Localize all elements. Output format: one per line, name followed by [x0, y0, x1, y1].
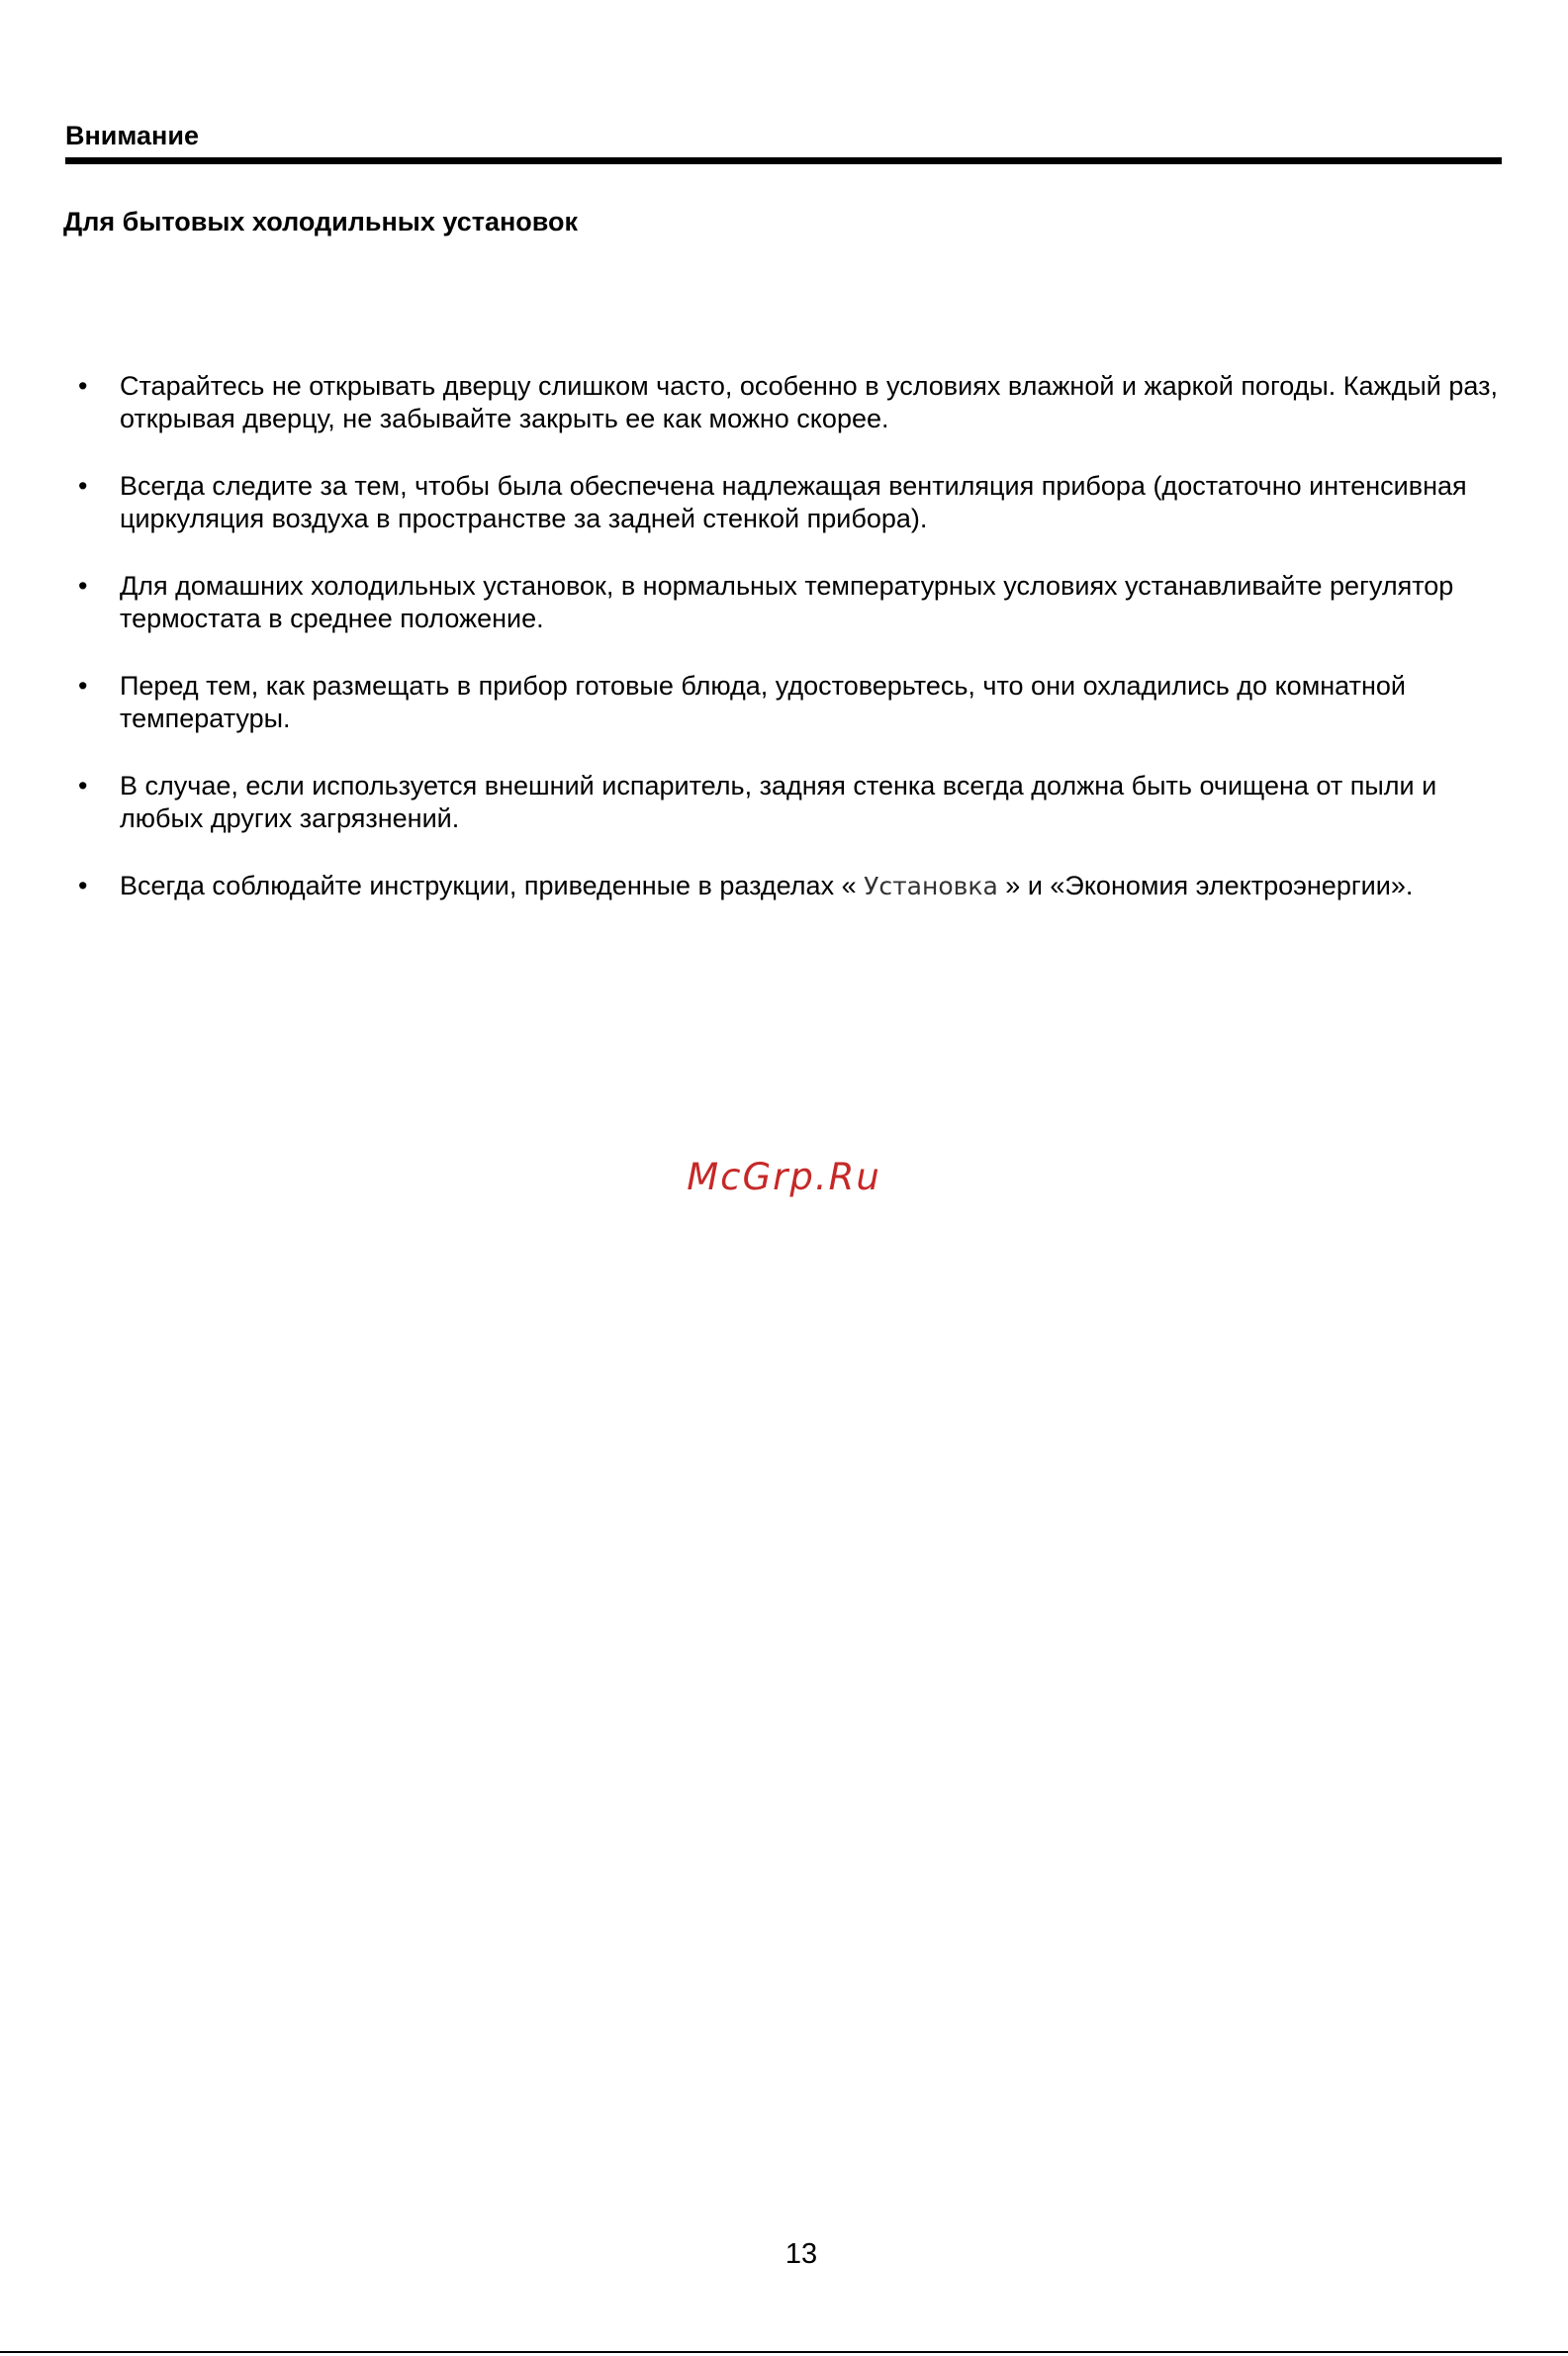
subtitle: Для бытовых холодильных установок: [63, 207, 579, 236]
list-item-text: Старайтесь не открывать дверцу слишком часто, особенно в условиях влажной и жаркой погоды. Каждый раз, открывая дверцу, не забывайте закрыть ее как можно скорее.: [120, 371, 1498, 433]
list-item-text-before: Всегда соблюдайте инструкции, приведенные в разделах «: [120, 871, 857, 900]
list-item-text: Перед тем, как размещать в прибор готовые блюда, удостоверьтесь, что они охладились до комнатной температуры.: [120, 671, 1406, 733]
tips-list: [0, 370, 1568, 937]
bottom-rule: [0, 2351, 1568, 2353]
bullet-icon: •: [78, 471, 88, 501]
list-item-text: Всегда следите за тем, чтобы была обеспечена надлежащая вентиляция прибора (достаточно интенсивная циркуляция воздуха в пространстве за задней стенкой прибора).: [120, 471, 1467, 533]
header-rule: [65, 157, 1502, 164]
bullet-icon: •: [78, 871, 88, 900]
list-item: [0, 570, 1568, 635]
list-item: [0, 670, 1568, 735]
list-item: [0, 470, 1568, 535]
bullet-icon: •: [78, 571, 88, 601]
bullet-icon: •: [78, 371, 88, 401]
section-reference: Установка: [864, 872, 998, 900]
bullet-icon: •: [78, 771, 88, 801]
list-item: [0, 770, 1568, 835]
list-item: [0, 370, 1568, 435]
section-title: Внимание: [65, 121, 199, 150]
list-item-text-after: » и «Экономия электроэнергии».: [1005, 871, 1414, 900]
watermark: McGrp.Ru: [687, 1156, 881, 1198]
list-item: [0, 870, 1568, 902]
list-item-text: Для домашних холодильных установок, в нормальных температурных условиях устанавливайте регулятор термостата в среднее положение.: [120, 571, 1454, 633]
bullet-icon: •: [78, 671, 88, 701]
page-number: 13: [784, 2238, 818, 2270]
list-item-text: В случае, если используется внешний испаритель, задняя стенка всегда должна быть очищена от пыли и любых других загрязнений.: [120, 771, 1437, 833]
